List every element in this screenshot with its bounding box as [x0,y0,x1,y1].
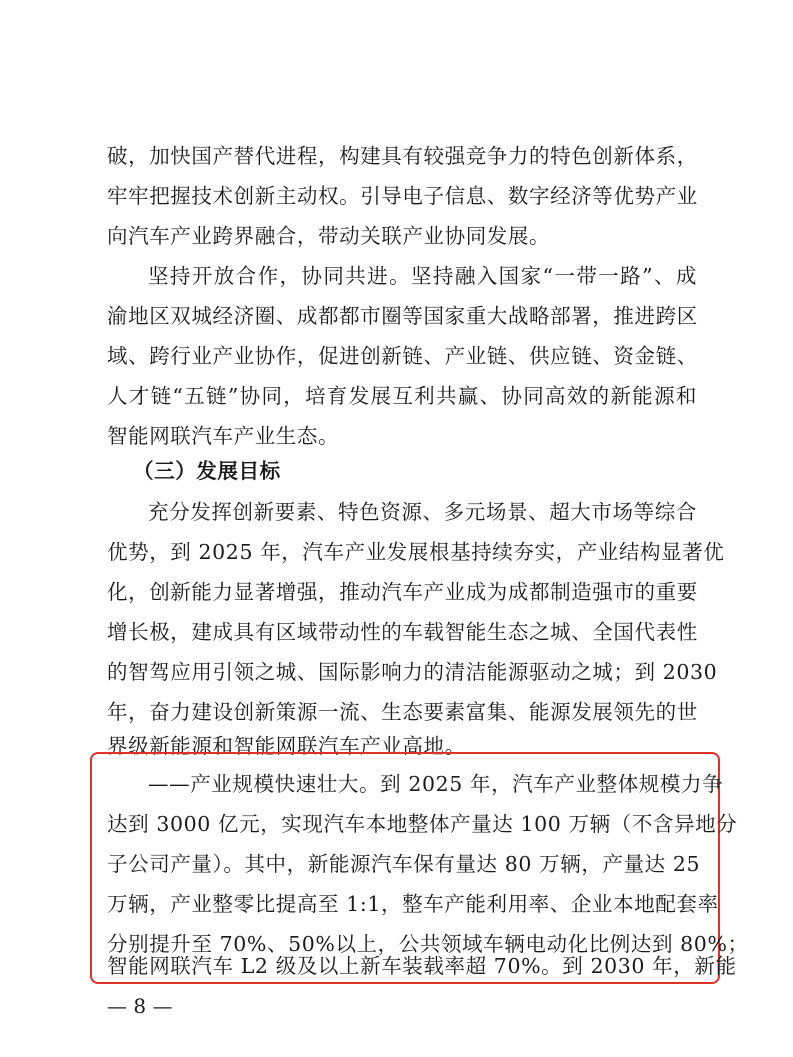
highlighted-line: 万辆，产业整零比提高至 1:1，整车产能利用率、企业本地配套率 [107,892,719,916]
highlighted-line: 分别提升至 70%、50%以上，公共领域车辆电动化比例达到 80%； [107,932,749,956]
section-heading: （三）发展目标 [133,459,281,483]
body-line: 域、跨行业产业协作，促进创新链、产业链、供应链、资金链、 [107,344,698,368]
highlighted-line: 智能网联汽车 L2 级及以上新车装载率超 70%。到 2030 年，新能 [107,954,737,978]
body-line: 牢牢把握技术创新主动权。引导电子信息、数字经济等优势产业 [107,184,698,208]
highlighted-line: 达到 3000 亿元，实现汽车本地整体产量达 100 万辆（不含异地分 [107,812,738,836]
body-line: 优势，到 2025 年，汽车产业发展根基持续夯实，产业结构显著优 [107,540,725,564]
body-line: 的智驾应用引领之城、国际影响力的清洁能源驱动之城；到 2030 [107,660,718,684]
body-line: 智能网联汽车产业生态。 [107,424,340,448]
body-line: 渝地区双城经济圈、成都都市圈等国家重大战略部署，推进跨区 [107,304,698,328]
body-line: 增长极，建成具有区域带动性的车载智能生态之城、全国代表性 [107,620,698,644]
body-line: 坚持开放合作，协同共进。坚持融入国家“一带一路”、成 [148,264,697,288]
highlighted-line: ——产业规模快速壮大。到 2025 年，汽车产业整体规模力争 [148,772,724,796]
body-line: 充分发挥创新要素、特色资源、多元场景、超大市场等综合 [148,500,697,524]
body-line: 化，创新能力显著增强，推动汽车产业成为成都制造强市的重要 [107,580,698,604]
body-line: 向汽车产业跨界融合，带动关联产业协同发展。 [107,224,551,248]
highlighted-line: 子公司产量）。其中，新能源汽车保有量达 80 万辆，产量达 25 [107,852,701,876]
body-line: 界级新能源和智能网联汽车产业高地。 [107,734,466,758]
body-line: 人才链“五链”协同，培育发展互利共赢、协同高效的新能源和 [107,384,697,408]
page-number: — 8 — [107,994,173,1018]
body-line: 年，奋力建设创新策源一流、生态要素富集、能源发展领先的世 [107,700,698,724]
body-line: 破，加快国产替代进程，构建具有较强竞争力的特色创新体系， [107,144,698,168]
